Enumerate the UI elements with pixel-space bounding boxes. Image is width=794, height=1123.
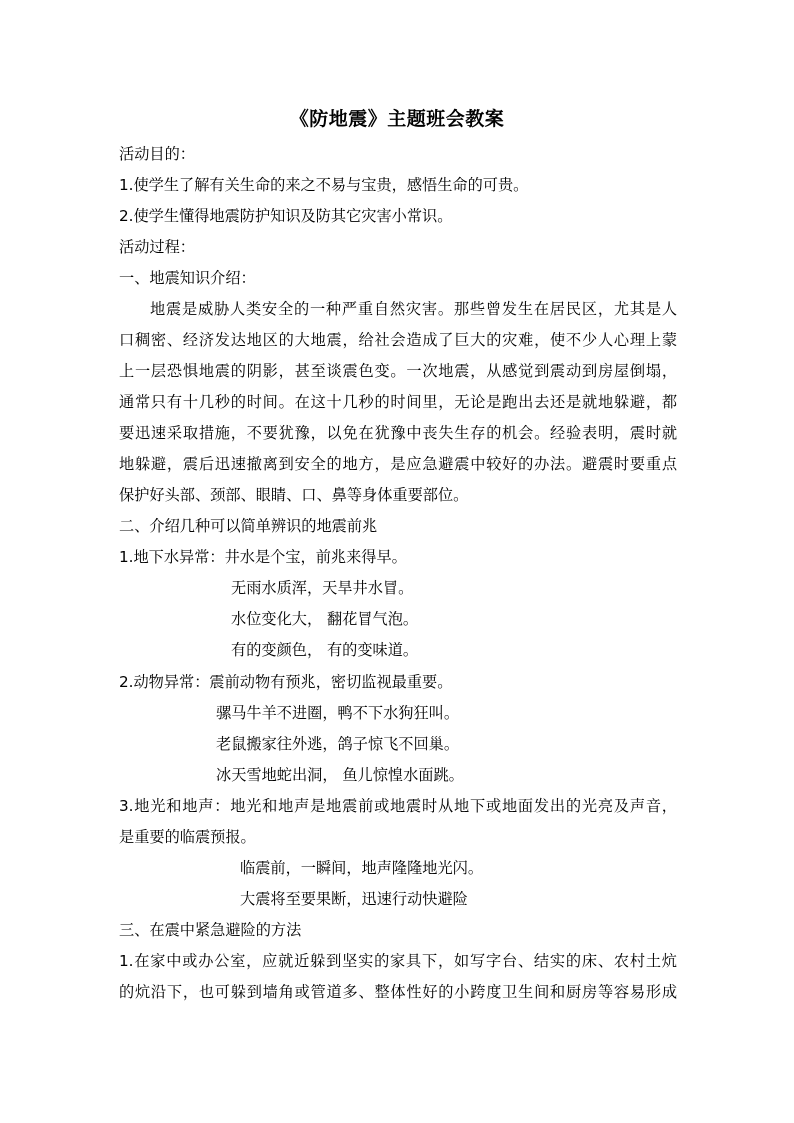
rhyme-line: 老鼠搬家往外逃，鸽子惊飞不回巢。	[216, 735, 459, 753]
rhyme-line: 冰天雪地蛇出洞， 鱼儿惊惶水面跳。	[216, 766, 464, 784]
precursor-item-3-cont: 是重要的临震预报。	[119, 828, 256, 846]
paragraph-line: 地震是威胁人类安全的一种严重自然灾害。那些曾发生在居民区，尤其是人	[150, 300, 677, 318]
paragraph-line: 保护好头部、颈部、眼睛、口、鼻等身体重要部位。	[119, 486, 469, 504]
rhyme-line: 临震前，一瞬间，地声隆隆地光闪。	[240, 859, 483, 877]
purpose-item-1: 1.使学生了解有关生命的来之不易与宝贵，感悟生命的可贵。	[119, 176, 529, 194]
rhyme-line: 大震将至要果断，迅速行动快避险	[240, 890, 468, 908]
rhyme-line: 骡马牛羊不进圈，鸭不下水狗狂叫。	[216, 704, 459, 722]
document-title: 《防地震》主题班会教案	[289, 108, 505, 130]
section-label-process: 活动过程：	[119, 238, 195, 256]
paragraph-line: 地躲避，震后迅速撤离到安全的地方，是应急避震中较好的办法。避震时要重点	[119, 455, 677, 473]
heading-earthquake-knowledge: 一、地震知识介绍：	[119, 269, 256, 287]
paragraph-line: 通常只有十几秒的时间。在这十几秒的时间里，无论是跑出去还是就地躲避，都	[119, 393, 677, 411]
method-item-1-cont: 的炕沿下，也可躲到墙角或管道多、整体性好的小跨度卫生间和厨房等容易形成	[119, 983, 677, 1001]
paragraph-line: 上一层恐惧地震的阴影，甚至谈震色变。一次地震，从感觉到震动到房屋倒塌，	[119, 362, 677, 380]
paragraph-line: 要迅速采取措施，不要犹豫，以免在犹豫中丧失生存的机会。经验表明，震时就	[119, 424, 677, 442]
heading-precursors: 二、介绍几种可以简单辨识的地震前兆	[119, 517, 378, 535]
rhyme-line: 无雨水质浑，天旱井水冒。	[231, 579, 414, 597]
method-item-1: 1.在家中或办公室，应就近躲到坚实的家具下，如写字台、结实的床、农村土炕	[119, 952, 677, 970]
heading-emergency-methods: 三、在震中紧急避险的方法	[119, 921, 302, 939]
paragraph-line: 口稠密、经济发达地区的大地震，给社会造成了巨大的灾难，使不少人心理上蒙	[119, 331, 677, 349]
precursor-item-1: 1.地下水异常：井水是个宝，前兆来得早。	[119, 548, 407, 566]
precursor-item-2: 2.动物异常：震前动物有预兆，密切监视最重要。	[119, 673, 453, 691]
rhyme-line: 有的变颜色， 有的变味道。	[231, 641, 419, 659]
purpose-item-2: 2.使学生懂得地震防护知识及防其它灾害小常识。	[119, 207, 453, 225]
precursor-item-3: 3.地光和地声：地光和地声是地震前或地震时从地下或地面发出的光亮及声音，	[119, 797, 677, 815]
rhyme-line: 水位变化大， 翻花冒气泡。	[231, 610, 419, 628]
section-label-purpose: 活动目的：	[119, 145, 195, 163]
